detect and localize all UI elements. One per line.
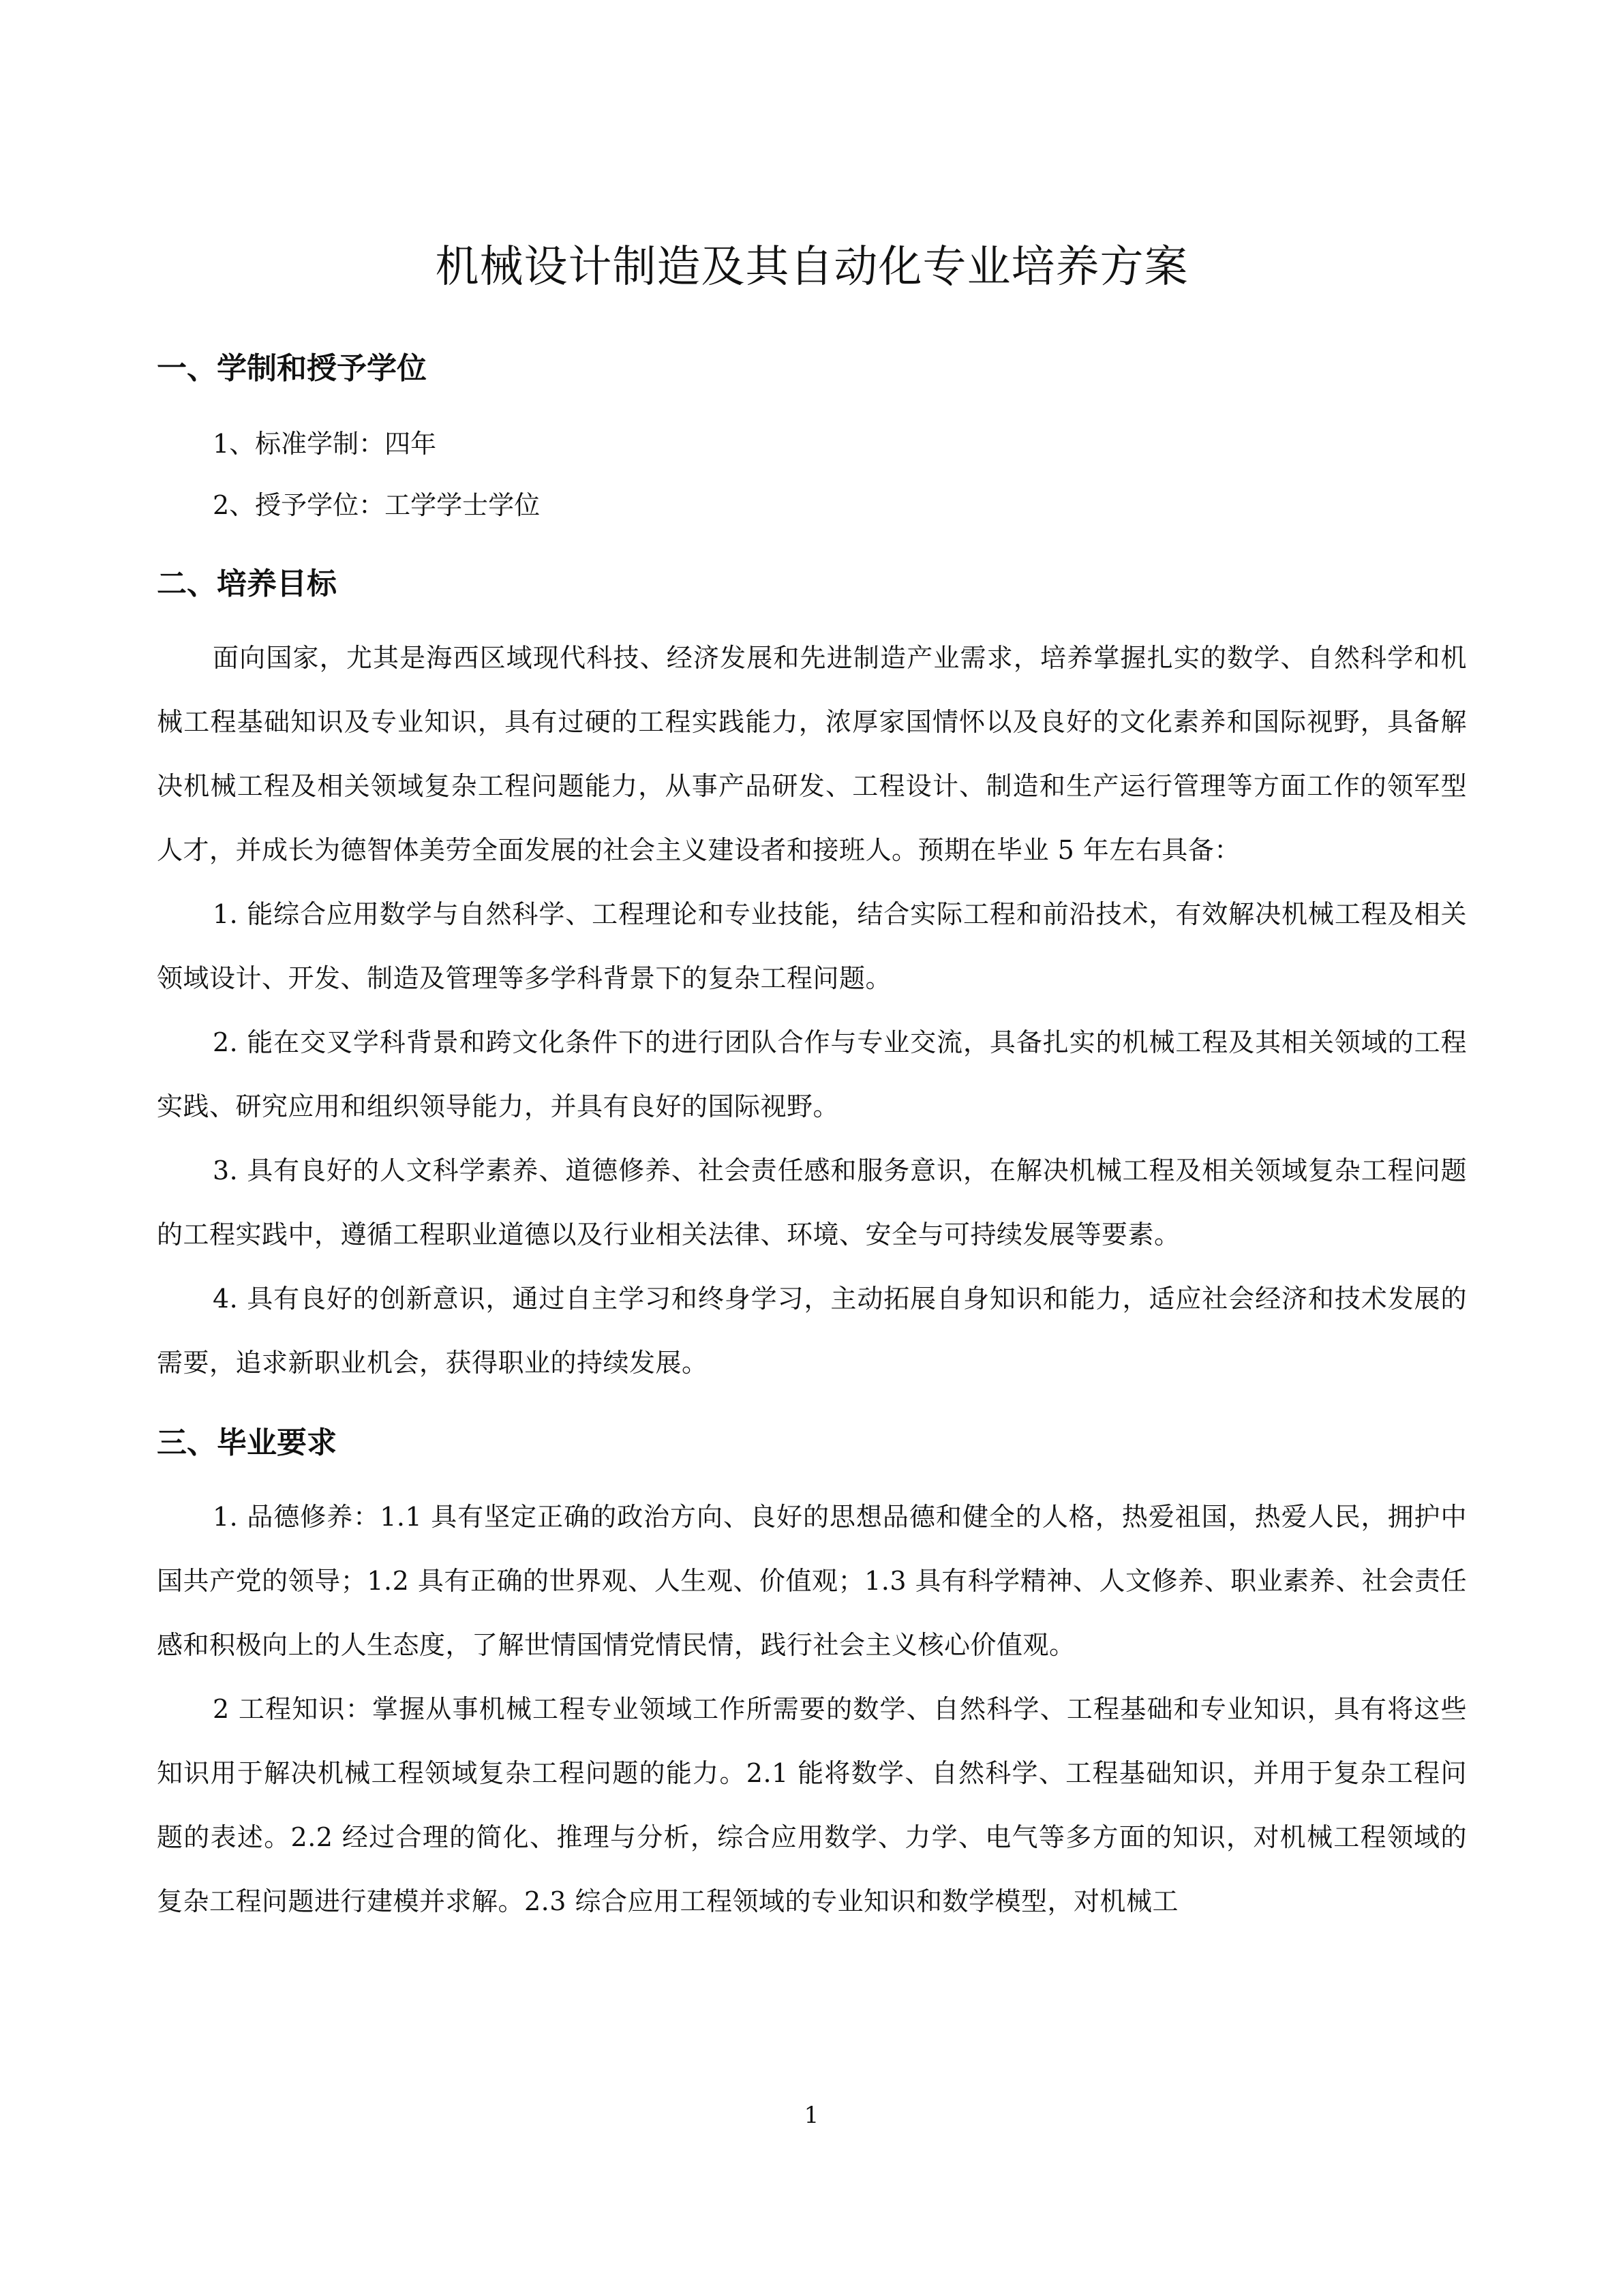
objectives-intro-paragraph: 面向国家，尤其是海西区域现代科技、经济发展和先进制造产业需求，培养掌握扎实的数学、自然科学和机械工程基础知识及专业知识，具有过硬的工程实践能力，浓厚家国情怀以及良好的文化素养和国际视野，具备解决机械工程及相关领域复杂工程问题能力，从事产品研发、工程设计、制造和生产运行管理等方面工作的领军型人才，并成长为德智体美劳全面发展的社会主义建设者和接班人。预期在毕业 5 年左右具备： bbox=[157, 643, 1467, 865]
objective-item-1: 1. 能综合应用数学与自然科学、工程理论和专业技能，结合实际工程和前沿技术，有效解决机械工程及相关领域设计、开发、制造及管理等多学科背景下的复杂工程问题。 bbox=[157, 899, 1467, 993]
objective-item-2: 2. 能在交叉学科背景和跨文化条件下的进行团队合作与专业交流，具备扎实的机械工程及其相关领域的工程实践、研究应用和组织领导能力，并具有良好的国际视野。 bbox=[157, 1027, 1467, 1121]
page-number: 1 bbox=[804, 2102, 819, 2129]
requirement-item-1: 1. 品德修养：1.1 具有坚定正确的政治方向、良好的思想品德和健全的人格，热爱祖国，热爱人民，拥护中国共产党的领导；1.2 具有正确的世界观、人生观、价值观；1.3 具有科学精神、人文修养、职业素养、社会责任感和积极向上的人生态度，了解世情国情党情民情，践行社会主义核心价值观。 bbox=[157, 1502, 1467, 1660]
degree-item-degree: 2、授予学位：工学学士学位 bbox=[213, 490, 541, 520]
section-heading-requirements: 三、毕业要求 bbox=[157, 1425, 337, 1460]
objective-item-4: 4. 具有良好的创新意识，通过自主学习和终身学习，主动拓展自身知识和能力，适应社会经济和技术发展的需要，追求新职业机会，获得职业的持续发展。 bbox=[157, 1284, 1467, 1378]
degree-item-duration: 1、标准学制：四年 bbox=[213, 429, 437, 459]
section-heading-degree: 一、学制和授予学位 bbox=[157, 351, 427, 386]
section-heading-objectives: 二、培养目标 bbox=[157, 567, 337, 601]
objective-item-3: 3. 具有良好的人文科学素养、道德修养、社会责任感和服务意识，在解决机械工程及相关领域复杂工程问题的工程实践中，遵循工程职业道德以及行业相关法律、环境、安全与可持续发展等要素。 bbox=[157, 1155, 1467, 1250]
requirement-item-2: 2 工程知识：掌握从事机械工程专业领域工作所需要的数学、自然科学、工程基础和专业知识，具有将这些知识用于解决机械工程领域复杂工程问题的能力。2.1 能将数学、自然科学、工程基础知识，并用于复杂工程问题的表述。2.2 经过合理的简化、推理与分析，综合应用数学、力学、电气等多方面的知识，对机械工程领域的复杂工程问题进行建模并求解。2.3 综合应用工程领域的专业知识和数学模型，对机械工 bbox=[157, 1694, 1467, 1916]
page-title: 机械设计制造及其自动化专业培养方案 bbox=[435, 242, 1189, 292]
document-page bbox=[157, 232, 1467, 1933]
